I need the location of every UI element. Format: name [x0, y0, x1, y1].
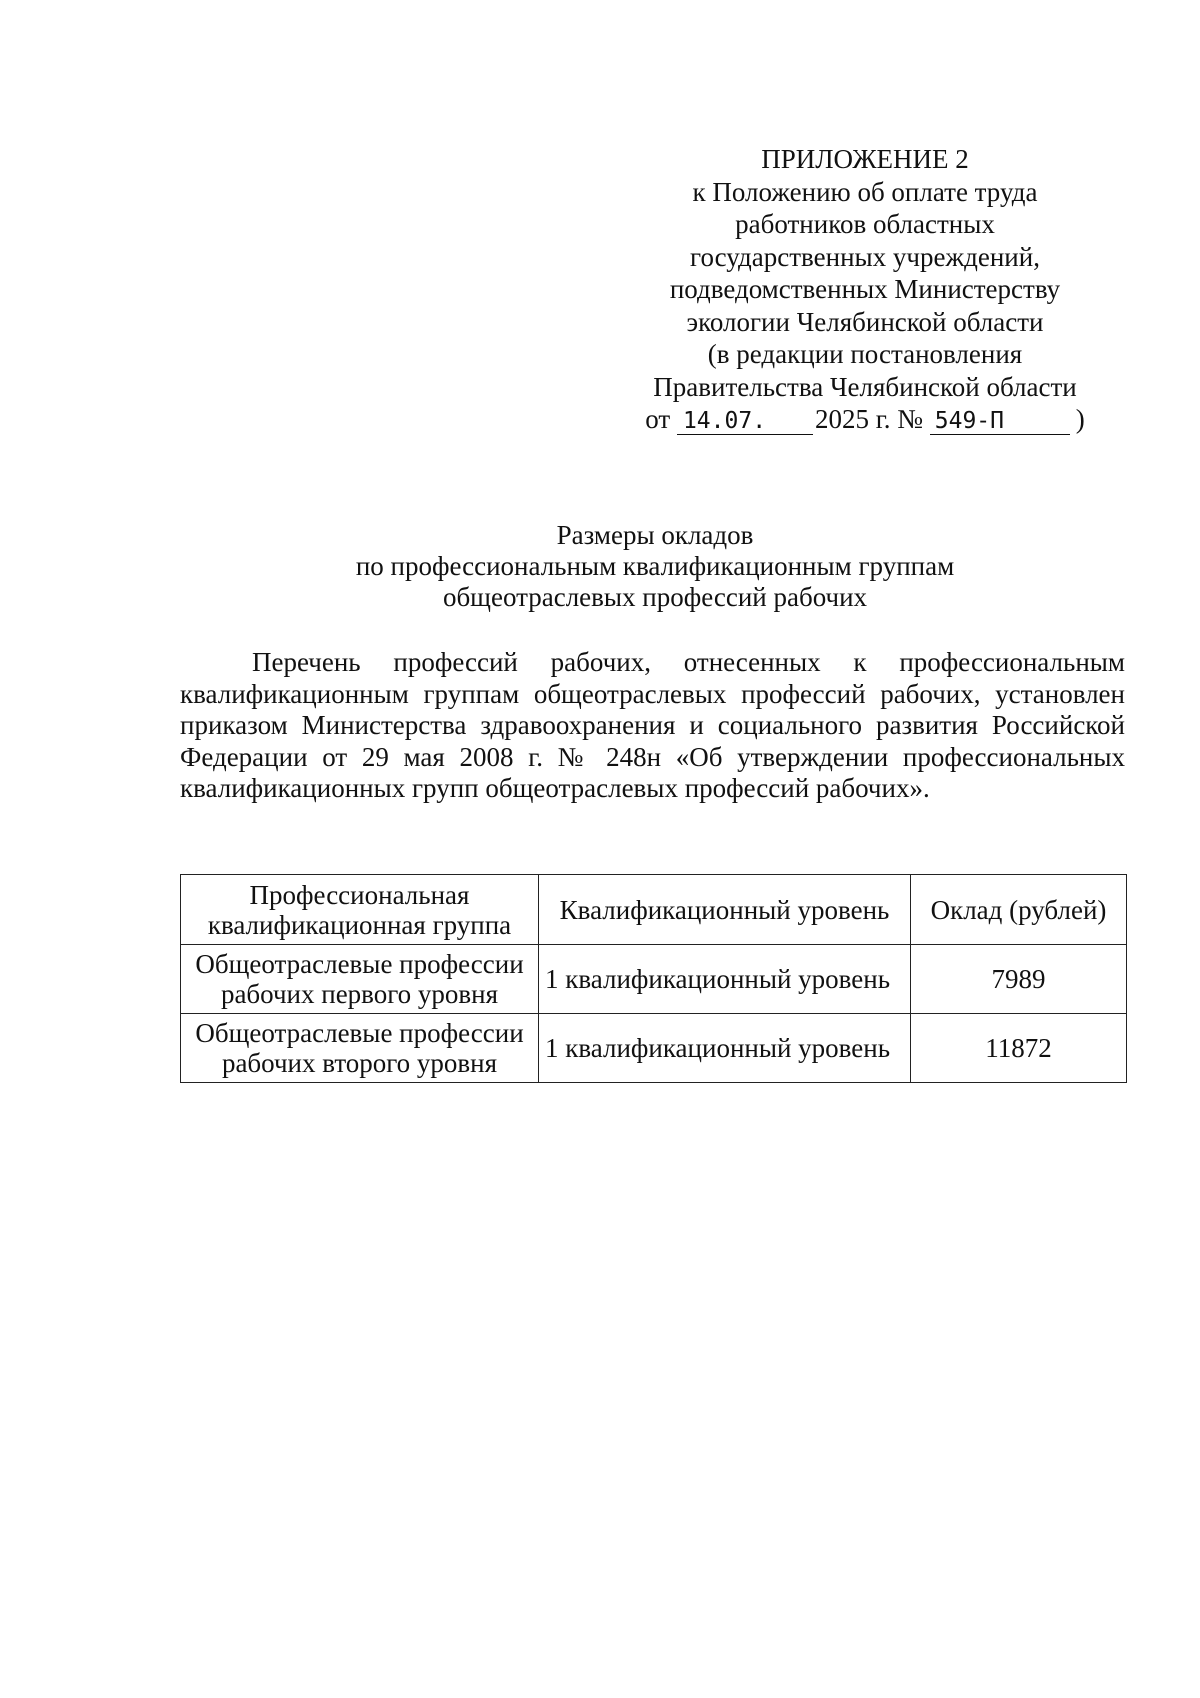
resolution-date-field: 14.07.	[677, 408, 813, 435]
appendix-line: (в редакции постановления	[707, 339, 1023, 369]
cell-salary: 7989	[911, 945, 1127, 1014]
table-row	[181, 945, 1127, 1014]
year-text: 2025 г. №	[814, 404, 923, 434]
table-row	[181, 1014, 1127, 1083]
appendix-line: подведомственных Министерству	[669, 274, 1061, 304]
title-line: Размеры окладов	[556, 520, 754, 550]
title-line: по профессиональным квалификационным группам	[355, 551, 955, 581]
salary-table-wrapper	[180, 874, 1126, 1083]
salary-table	[180, 874, 1127, 1083]
cell-group: Общеотраслевые профессии рабочих первого уровня	[181, 945, 539, 1014]
table-header-row	[181, 875, 1127, 945]
appendix-line: к Положению об оплате труда	[692, 176, 1038, 207]
header-group: Профессиональная квалификационная группа	[181, 875, 539, 945]
appendix-line: экологии Челябинской области	[686, 306, 1044, 337]
appendix-line: государственных учреждений,	[690, 241, 1040, 272]
body-paragraph: Перечень профессий рабочих, отнесенных к профессиональным квалификационным группам общеотраслевых профессий рабочих, установлен приказом Министерства здравоохранения и социального развития Российской Федерации от 29 мая 2008 г. № 248н «Об утверждении профессиональных квалификационных групп общеотраслевых профессий рабочих».	[180, 647, 1125, 803]
document-title	[180, 520, 1130, 613]
resolution-number-field: 549-П	[930, 408, 1070, 435]
closing-parenthesis: )	[1075, 404, 1085, 434]
appendix-line: Правительства Челябинской области	[653, 371, 1077, 402]
title-line: общеотраслевых профессий рабочих	[442, 582, 868, 612]
appendix-line: работников областных	[735, 209, 995, 239]
cell-level: 1 квалификационный уровень	[539, 945, 911, 1014]
cell-salary: 11872	[911, 1014, 1127, 1083]
resolution-date-line	[640, 403, 1090, 436]
cell-level: 1 квалификационный уровень	[539, 1014, 911, 1083]
header-salary: Оклад (рублей)	[911, 875, 1127, 945]
header-level: Квалификационный уровень	[539, 875, 911, 945]
cell-group: Общеотраслевые профессии рабочих второго уровня	[181, 1014, 539, 1083]
appendix-header	[640, 143, 1090, 436]
appendix-heading: ПРИЛОЖЕНИЕ 2	[761, 144, 969, 174]
date-prefix: от	[645, 404, 671, 434]
